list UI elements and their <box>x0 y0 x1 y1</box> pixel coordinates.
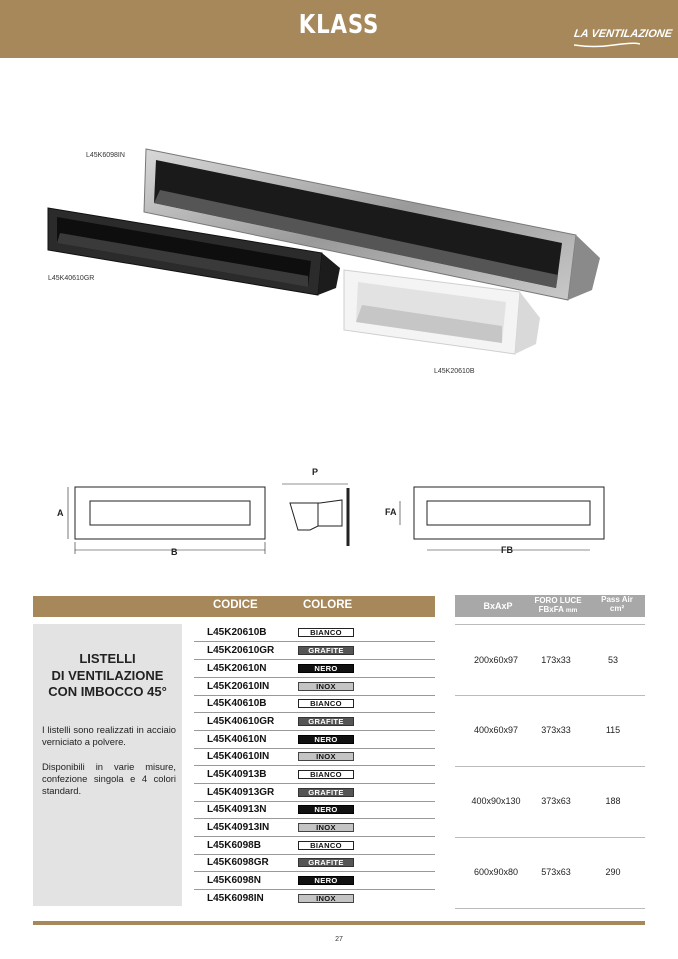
table-row: L45K20610B BIANCO <box>194 624 435 642</box>
brand-logo: LA VENTILAZIONE <box>573 28 673 40</box>
photo-label-top: L45K6098IN <box>86 152 125 159</box>
dim-fb: FB <box>501 545 513 555</box>
table-row: L45K6098IN INOX <box>194 890 435 907</box>
logo-swoosh-icon <box>574 42 640 48</box>
color-badge: GRAFITE <box>298 717 354 726</box>
color-badge: INOX <box>298 894 354 903</box>
col-codice: CODICE <box>213 599 258 611</box>
col-foro-luce: FORO LUCE FBxFA mm <box>534 596 582 614</box>
product-photo <box>40 140 620 380</box>
table-row: L45K40610N NERO <box>194 731 435 749</box>
page-number: 27 <box>335 936 343 943</box>
color-badge: GRAFITE <box>298 646 354 655</box>
col-colore: COLORE <box>303 599 353 611</box>
table-header <box>33 596 435 617</box>
panel-paragraph-1: I listelli sono realizzati in acciaio verniciato a polvere. <box>42 724 176 748</box>
page-title: KLASS <box>298 10 380 40</box>
dim-b: B <box>171 547 178 557</box>
color-badge: INOX <box>298 682 354 691</box>
color-badge: BIANCO <box>298 699 354 708</box>
table-row: L45K20610N NERO <box>194 660 435 678</box>
technical-drawing <box>60 470 620 565</box>
panel-paragraph-2: Disponibili in varie misure, confezione singola e 4 colori standard. <box>42 761 176 797</box>
table-row: L45K6098GR GRAFITE <box>194 854 435 872</box>
table-row: L45K40610B BIANCO <box>194 695 435 713</box>
color-badge: INOX <box>298 823 354 832</box>
table-row: L45K40913GR GRAFITE <box>194 784 435 802</box>
photo-label-left: L45K40610GR <box>48 275 95 282</box>
color-badge: NERO <box>298 805 354 814</box>
color-badge: NERO <box>298 735 354 744</box>
table-row: L45K40913B BIANCO <box>194 766 435 784</box>
spec-group: 200x60x97 173x33 53 <box>455 624 645 695</box>
footer-bar <box>33 921 645 925</box>
spec-group: 400x90x130 373x63 188 <box>455 766 645 837</box>
dim-a: A <box>57 508 64 518</box>
description-panel <box>33 624 182 906</box>
col-pass-air: Pass Air cm² <box>601 595 633 613</box>
panel-title: LISTELLI DI VENTILAZIONE CON IMBOCCO 45° <box>48 651 167 699</box>
col-bxaxp: BxAxP <box>483 601 513 611</box>
color-badge: GRAFITE <box>298 788 354 797</box>
color-badge: BIANCO <box>298 770 354 779</box>
color-badge: BIANCO <box>298 841 354 850</box>
color-badge: NERO <box>298 876 354 885</box>
color-badge: INOX <box>298 752 354 761</box>
dim-p: P <box>312 467 319 477</box>
table-row: L45K20610IN INOX <box>194 678 435 696</box>
table-row: L45K40610GR GRAFITE <box>194 713 435 731</box>
photo-label-right: L45K20610B <box>434 368 475 375</box>
dim-fa: FA <box>385 507 397 517</box>
table-row: L45K40913IN INOX <box>194 819 435 837</box>
color-badge: BIANCO <box>298 628 354 637</box>
spec-group: 400x60x97 373x33 115 <box>455 695 645 766</box>
table-row: L45K6098B BIANCO <box>194 837 435 855</box>
table-row: L45K40913N NERO <box>194 801 435 819</box>
color-badge: NERO <box>298 664 354 673</box>
color-badge: GRAFITE <box>298 858 354 867</box>
table-row: L45K40610IN INOX <box>194 748 435 766</box>
specs-header <box>455 595 645 617</box>
table-row: L45K20610GR GRAFITE <box>194 642 435 660</box>
spec-group: 600x90x80 573x63 290 <box>455 837 645 909</box>
table-row: L45K6098N NERO <box>194 872 435 890</box>
